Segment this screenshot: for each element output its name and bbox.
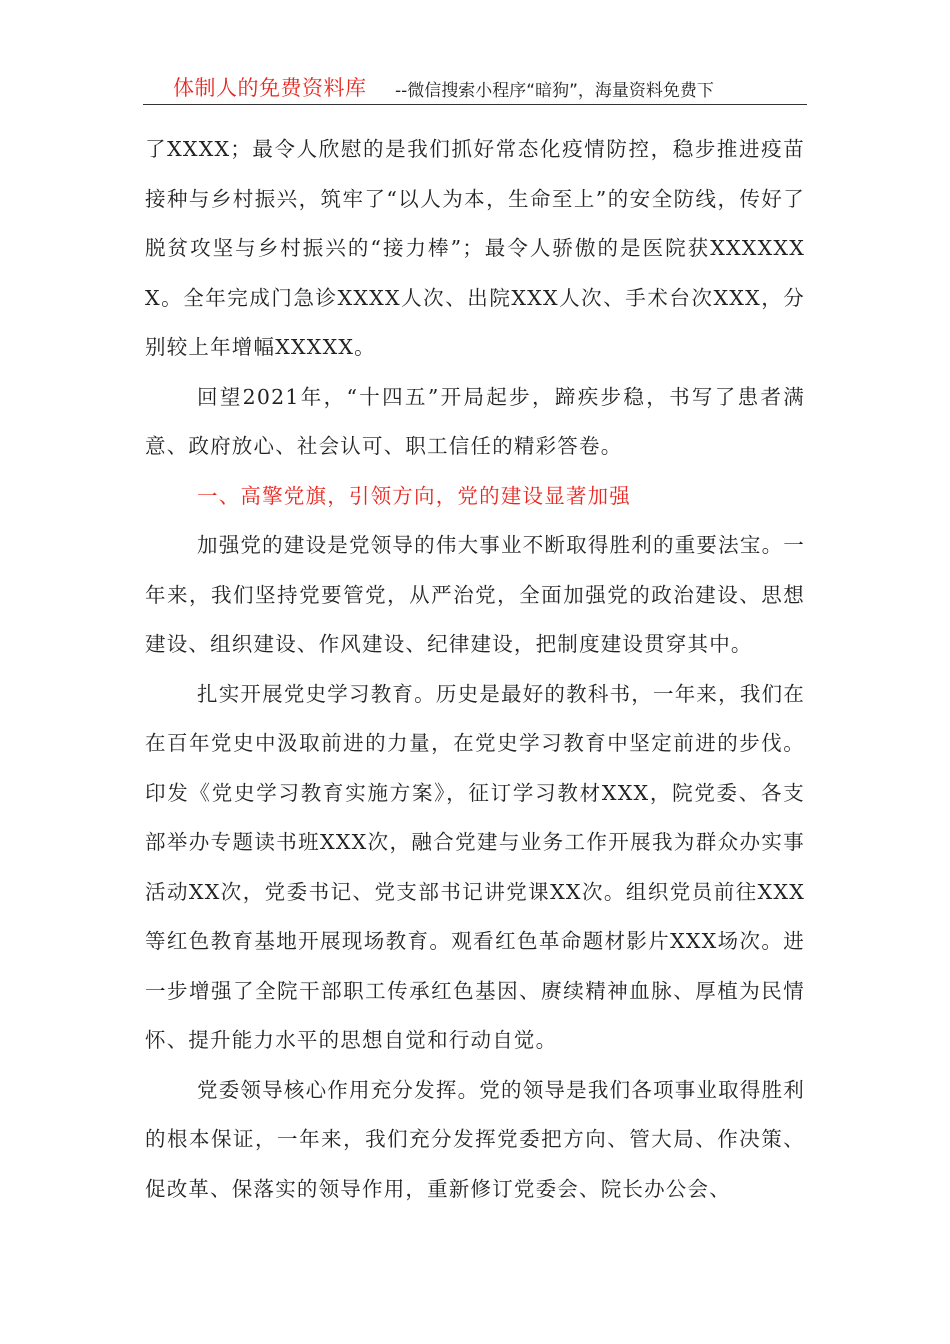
- page-header: [143, 70, 807, 105]
- paragraph-history-education: 扎实开展党史学习教育。历史是最好的教科书，一年来，我们在在百年党史中汲取前进的力量，在党史学习教育中坚定前进的步伐。印发《党史学习教育实施方案》，征订学习教材XXX，院党委、各支部举办专题读书班XXX次，融合党建与业务工作开展我为群众办实事活动XX次，党委书记、党支部书记讲党课XX次。组织党员前往XXX等红色教育基地开展现场教育。观看红色革命题材影片XXX场次。进一步增强了全院干部职工传承红色基因、赓续精神血脉、厚植为民情怀、提升能力水平的思想自觉和行动自觉。: [145, 681, 805, 1052]
- paragraph-continued: 了XXXX；最令人欣慰的是我们抓好常态化疫情防控，稳步推进疫苗接种与乡村振兴，筑牢了“以人为本，生命至上”的安全防线，传好了脱贫攻坚与乡村振兴的“接力棒”；最令人骄傲的是医院获XXXXXXX。全年完成门急诊XXXX人次、出院XXX人次、手术台次XXX，分别较上年增幅XXXXX。: [145, 137, 805, 359]
- header-title: 体制人的免费资料库: [173, 76, 367, 100]
- paragraph-review-2021: 回望2021年，“十四五”开局起步，蹄疾步稳，书写了患者满意、政府放心、社会认可、职工信任的精彩答卷。: [145, 384, 805, 458]
- paragraph-party-building: 加强党的建设是党领导的伟大事业不断取得胜利的重要法宝。一年来，我们坚持党要管党，从严治党，全面加强党的政治建设、思想建设、组织建设、作风建设、纪律建设，把制度建设贯穿其中。: [145, 533, 805, 656]
- header-subtitle: --微信搜索小程序“暗狗”，海量资料免费下: [395, 81, 714, 101]
- document-body: [145, 125, 805, 1214]
- paragraph-party-leadership: 党委领导核心作用充分发挥。党的领导是我们各项事业取得胜利的根本保证，一年来，我们充分发挥党委把方向、管大局、作决策、促改革、保落实的领导作用，重新修订党委会、院长办公会、: [145, 1077, 805, 1201]
- section-heading-party-building: 一、高擎党旗，引领方向，党的建设显著加强: [197, 483, 631, 508]
